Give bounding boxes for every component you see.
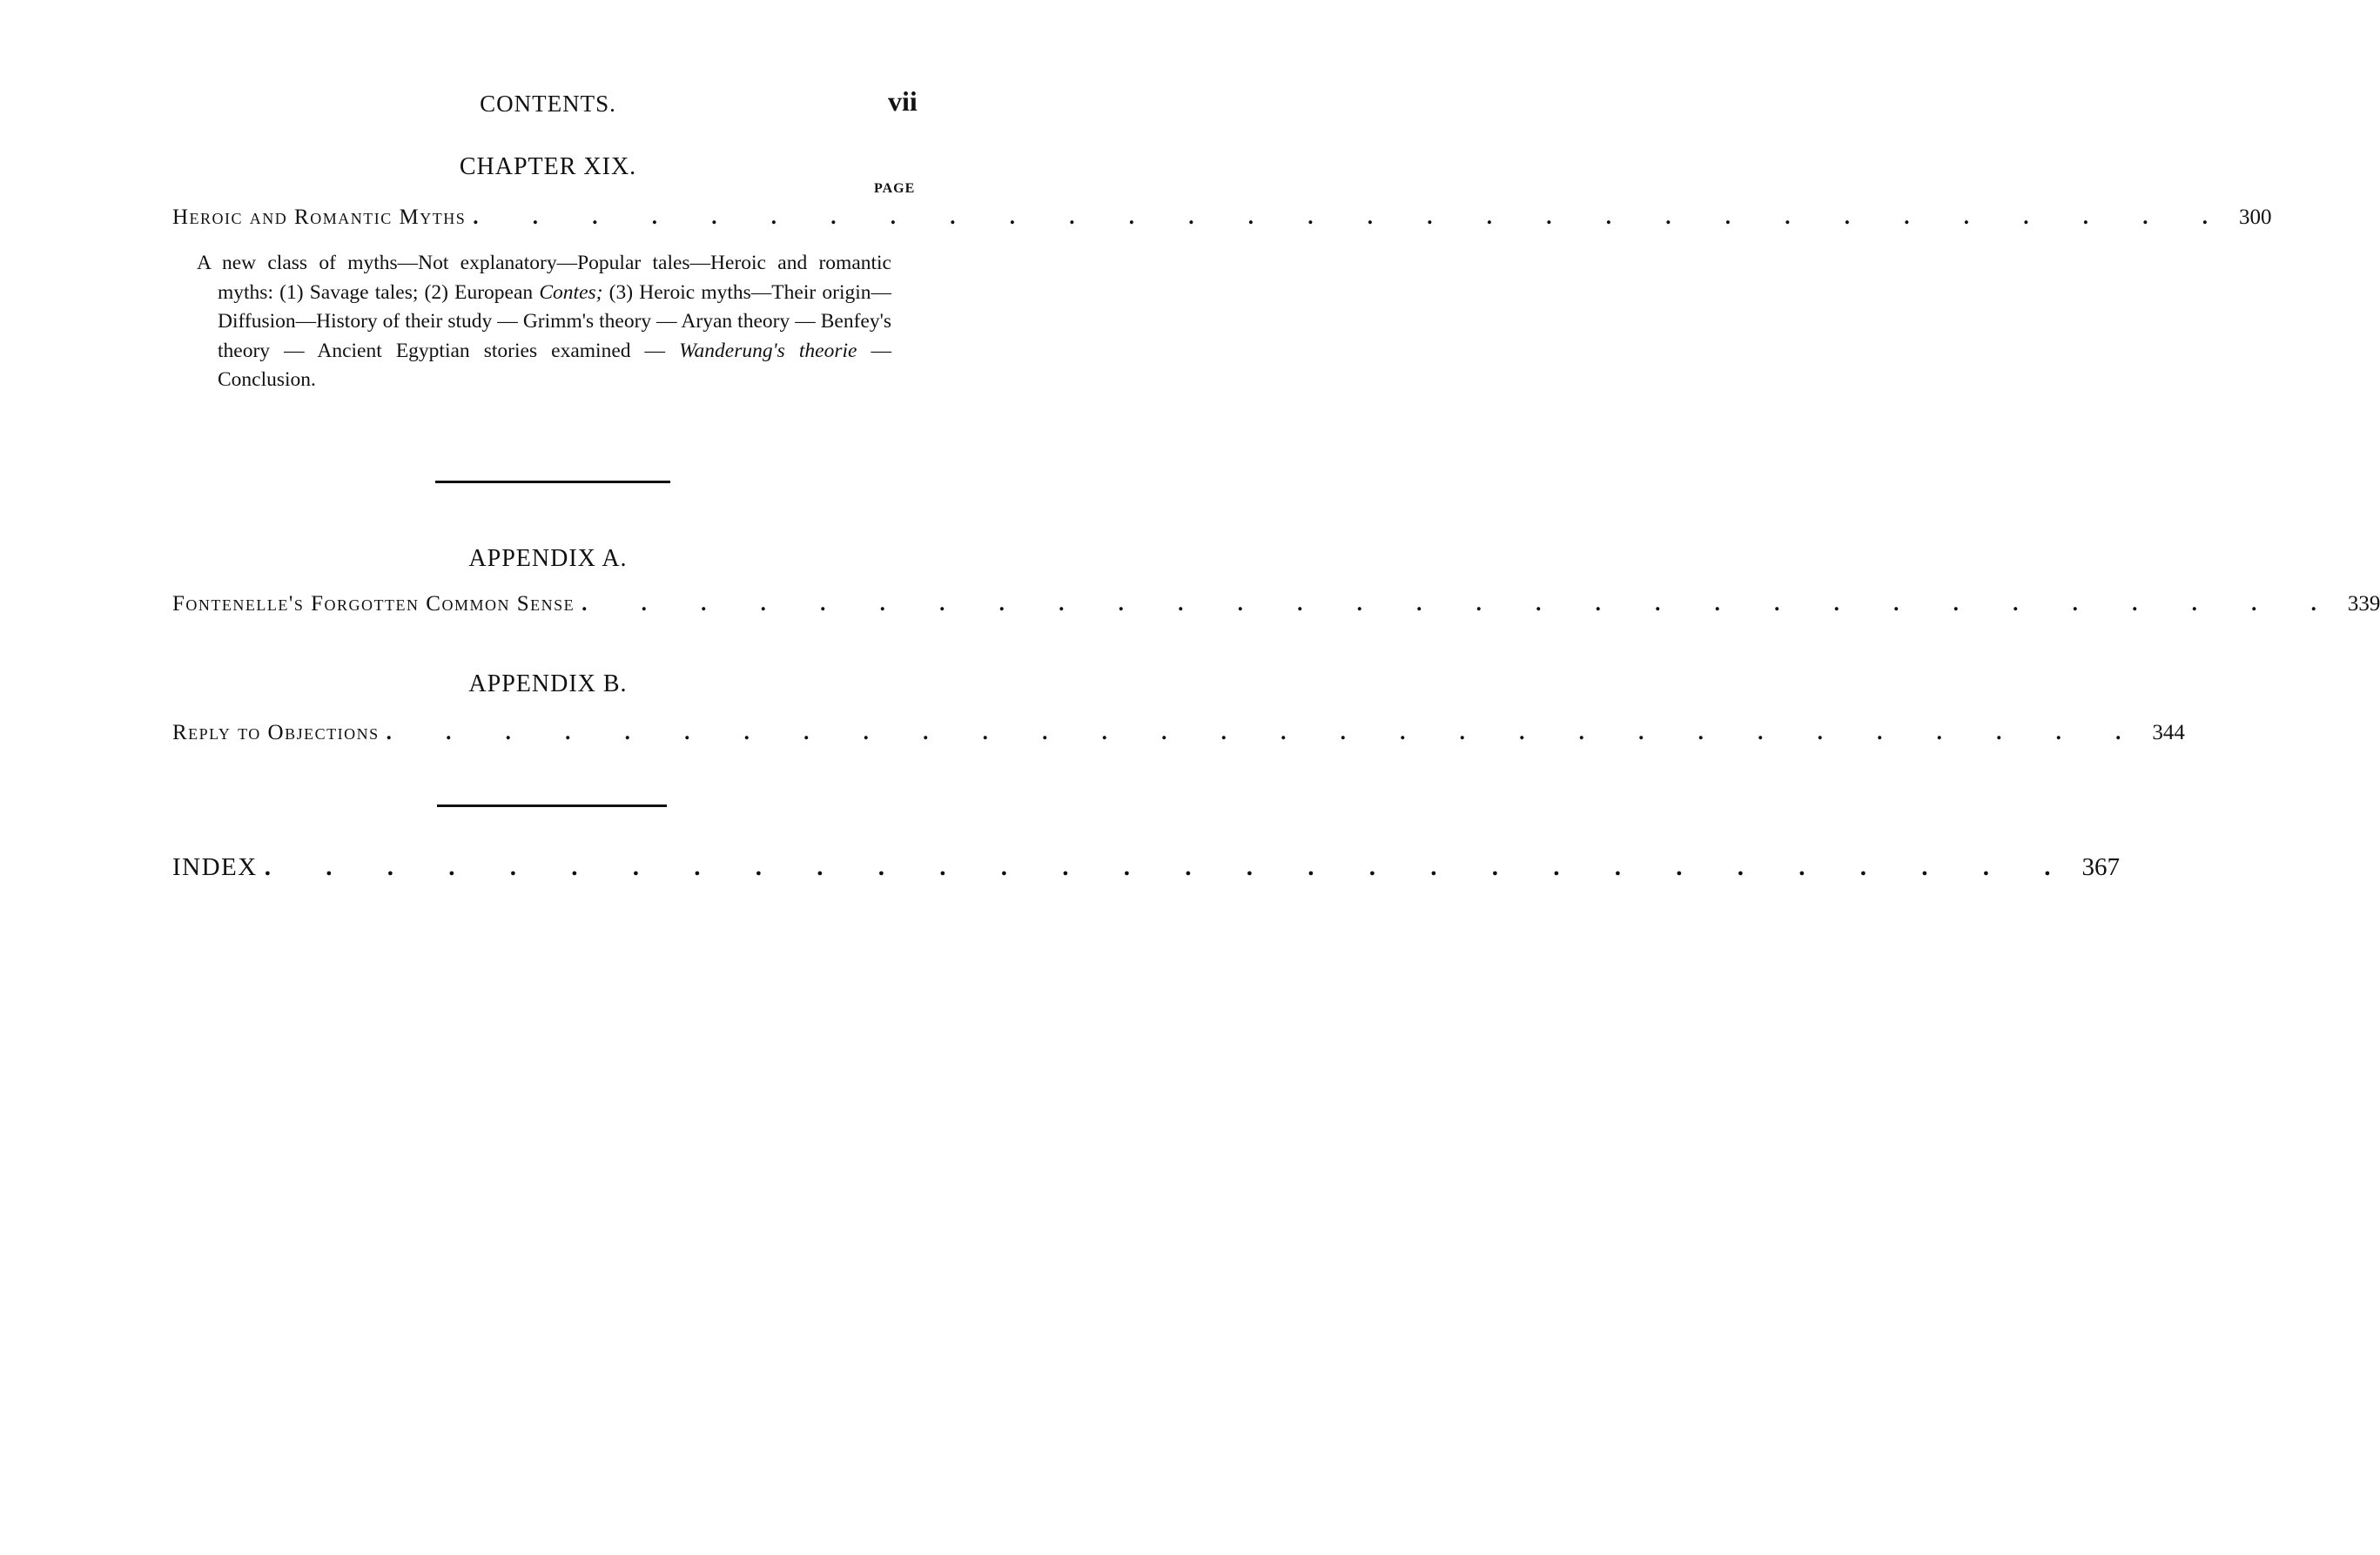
dot-leader: . . . . . . . . . . . . . . . . . . . . . . . . . . . . . . bbox=[264, 853, 2075, 881]
toc-entry-page: 339 bbox=[2347, 592, 2380, 616]
appendix-a-heading: APPENDIX A. bbox=[468, 545, 628, 572]
appendix-b-heading: APPENDIX B. bbox=[468, 670, 628, 697]
chapter-heading: CHAPTER XIX. bbox=[459, 153, 637, 180]
chapter-summary bbox=[197, 249, 891, 395]
summary-text-3: — Conclusion. bbox=[218, 339, 892, 391]
dot-leader: . . . . . . . . . . . . . . . . . . . . . . . . . . . . . . bbox=[473, 205, 2232, 229]
running-head-page-number: vii bbox=[888, 85, 918, 117]
toc-entry-title: INDEX bbox=[172, 853, 258, 881]
dot-leader: . . . . . . . . . . . . . . . . . . . . . . . . . . . . . . bbox=[582, 592, 2341, 616]
dot-leader: . . . . . . . . . . . . . . . . . . . . . . . . . . . . . . bbox=[386, 721, 2146, 744]
summary-text-1: A new class of myths—Not explanatory—Popular tales—Heroic and romantic myths: (1) Savage tales; (2) European bbox=[197, 252, 891, 304]
section-divider bbox=[435, 481, 670, 483]
summary-italic-2: Wanderung's theorie bbox=[679, 339, 857, 362]
toc-entry-page: 344 bbox=[2152, 721, 2185, 744]
toc-entry-appendix-b bbox=[172, 721, 2185, 745]
toc-entry-appendix-a bbox=[172, 592, 2380, 616]
toc-entry-chapter-xix bbox=[172, 205, 2272, 230]
toc-entry-page: 367 bbox=[2081, 853, 2120, 881]
section-divider bbox=[437, 804, 667, 807]
summary-text-2: (3) Heroic myths—Their origin—Diffusion—History of their study — Grimm's theory — Aryan theory — Benfey's theory — Ancient Egyptian stories examined — bbox=[218, 280, 891, 362]
toc-entry-title: Fontenelle's Forgotten Common Sense bbox=[172, 592, 575, 616]
page-column-label: PAGE bbox=[874, 181, 916, 196]
toc-entry-page: 300 bbox=[2238, 205, 2272, 229]
toc-entry-index bbox=[172, 853, 2120, 882]
summary-italic-1: Contes; bbox=[539, 280, 603, 304]
toc-entry-title: Reply to Objections bbox=[172, 721, 380, 744]
running-head-title: CONTENTS. bbox=[480, 91, 616, 117]
toc-entry-title: Heroic and Romantic Myths bbox=[172, 205, 467, 229]
